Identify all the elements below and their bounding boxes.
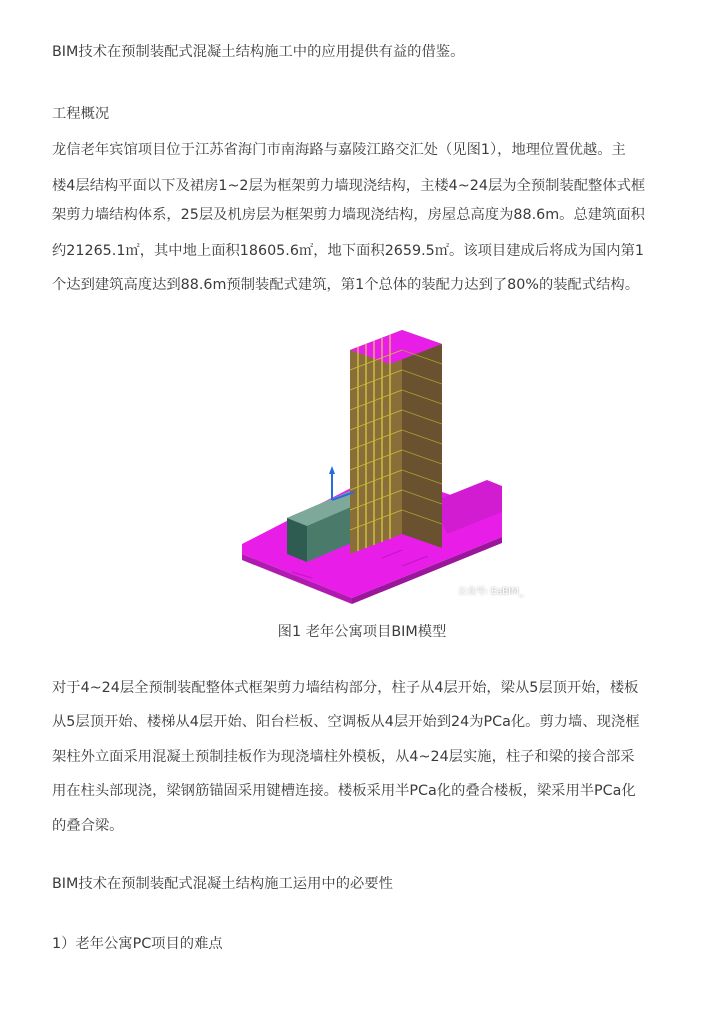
section-heading-necessity: BIM技术在预制装配式混凝土结构施工运用中的必要性 xyxy=(52,876,393,892)
watermark: 公众号: EaBIM_ xyxy=(458,587,524,597)
intro-line: BIM技术在预制装配式混凝土结构施工中的应用提供有益的借鉴。 xyxy=(52,44,465,60)
subsection-heading-difficulties: 1）老年公寓PC项目的难点 xyxy=(52,936,223,952)
bim-building-model-image xyxy=(232,322,564,610)
paragraph-line: 对于4~24层全预制装配整体式框架剪力墙结构部分，柱子从4层开始，梁从5层顶开始，楼板 xyxy=(52,680,639,696)
section-heading-overview: 工程概况 xyxy=(52,106,110,122)
paragraph-line: 架剪力墙结构体系，25层及机房层为框架剪力墙现浇结构，房屋总高度为88.6m。总建筑面积 xyxy=(52,207,645,223)
paragraph-line: 约21265.1㎡，其中地上面积18605.6㎡，地下面积2659.5㎡。该项目建成后将成为国内第1 xyxy=(52,243,644,259)
paragraph-line: 楼4层结构平面以下及裙房1~2层为框架剪力墙现浇结构，主楼4~24层为全预制装配整体式框 xyxy=(52,178,646,194)
paragraph-line: 个达到建筑高度达到88.6m预制装配式建筑，第1个总体的装配力达到了80%的装配式结构。 xyxy=(52,277,640,293)
paragraph-line: 龙信老年宾馆项目位于江苏省海门市南海路与嘉陵江路交汇处（见图1），地理位置优越。主 xyxy=(52,142,626,158)
figure-caption: 图1 老年公寓项目BIM模型 xyxy=(277,624,447,640)
figure-bim-model xyxy=(232,322,564,610)
paragraph-line: 从5层顶开始、楼梯从4层开始、阳台栏板、空调板从4层开始到24为PCa化。剪力墙、现浇框 xyxy=(52,714,640,730)
paragraph-line: 架柱外立面采用混凝土预制挂板作为现浇墙柱外模板，从4~24层实施，柱子和梁的接合部采 xyxy=(52,749,635,765)
paragraph-line: 用在柱头部现浇，梁钢筋锚固采用键槽连接。楼板采用半PCa化的叠合楼板，梁采用半PCa化 xyxy=(52,783,636,799)
paragraph-line: 的叠合梁。 xyxy=(52,818,124,834)
